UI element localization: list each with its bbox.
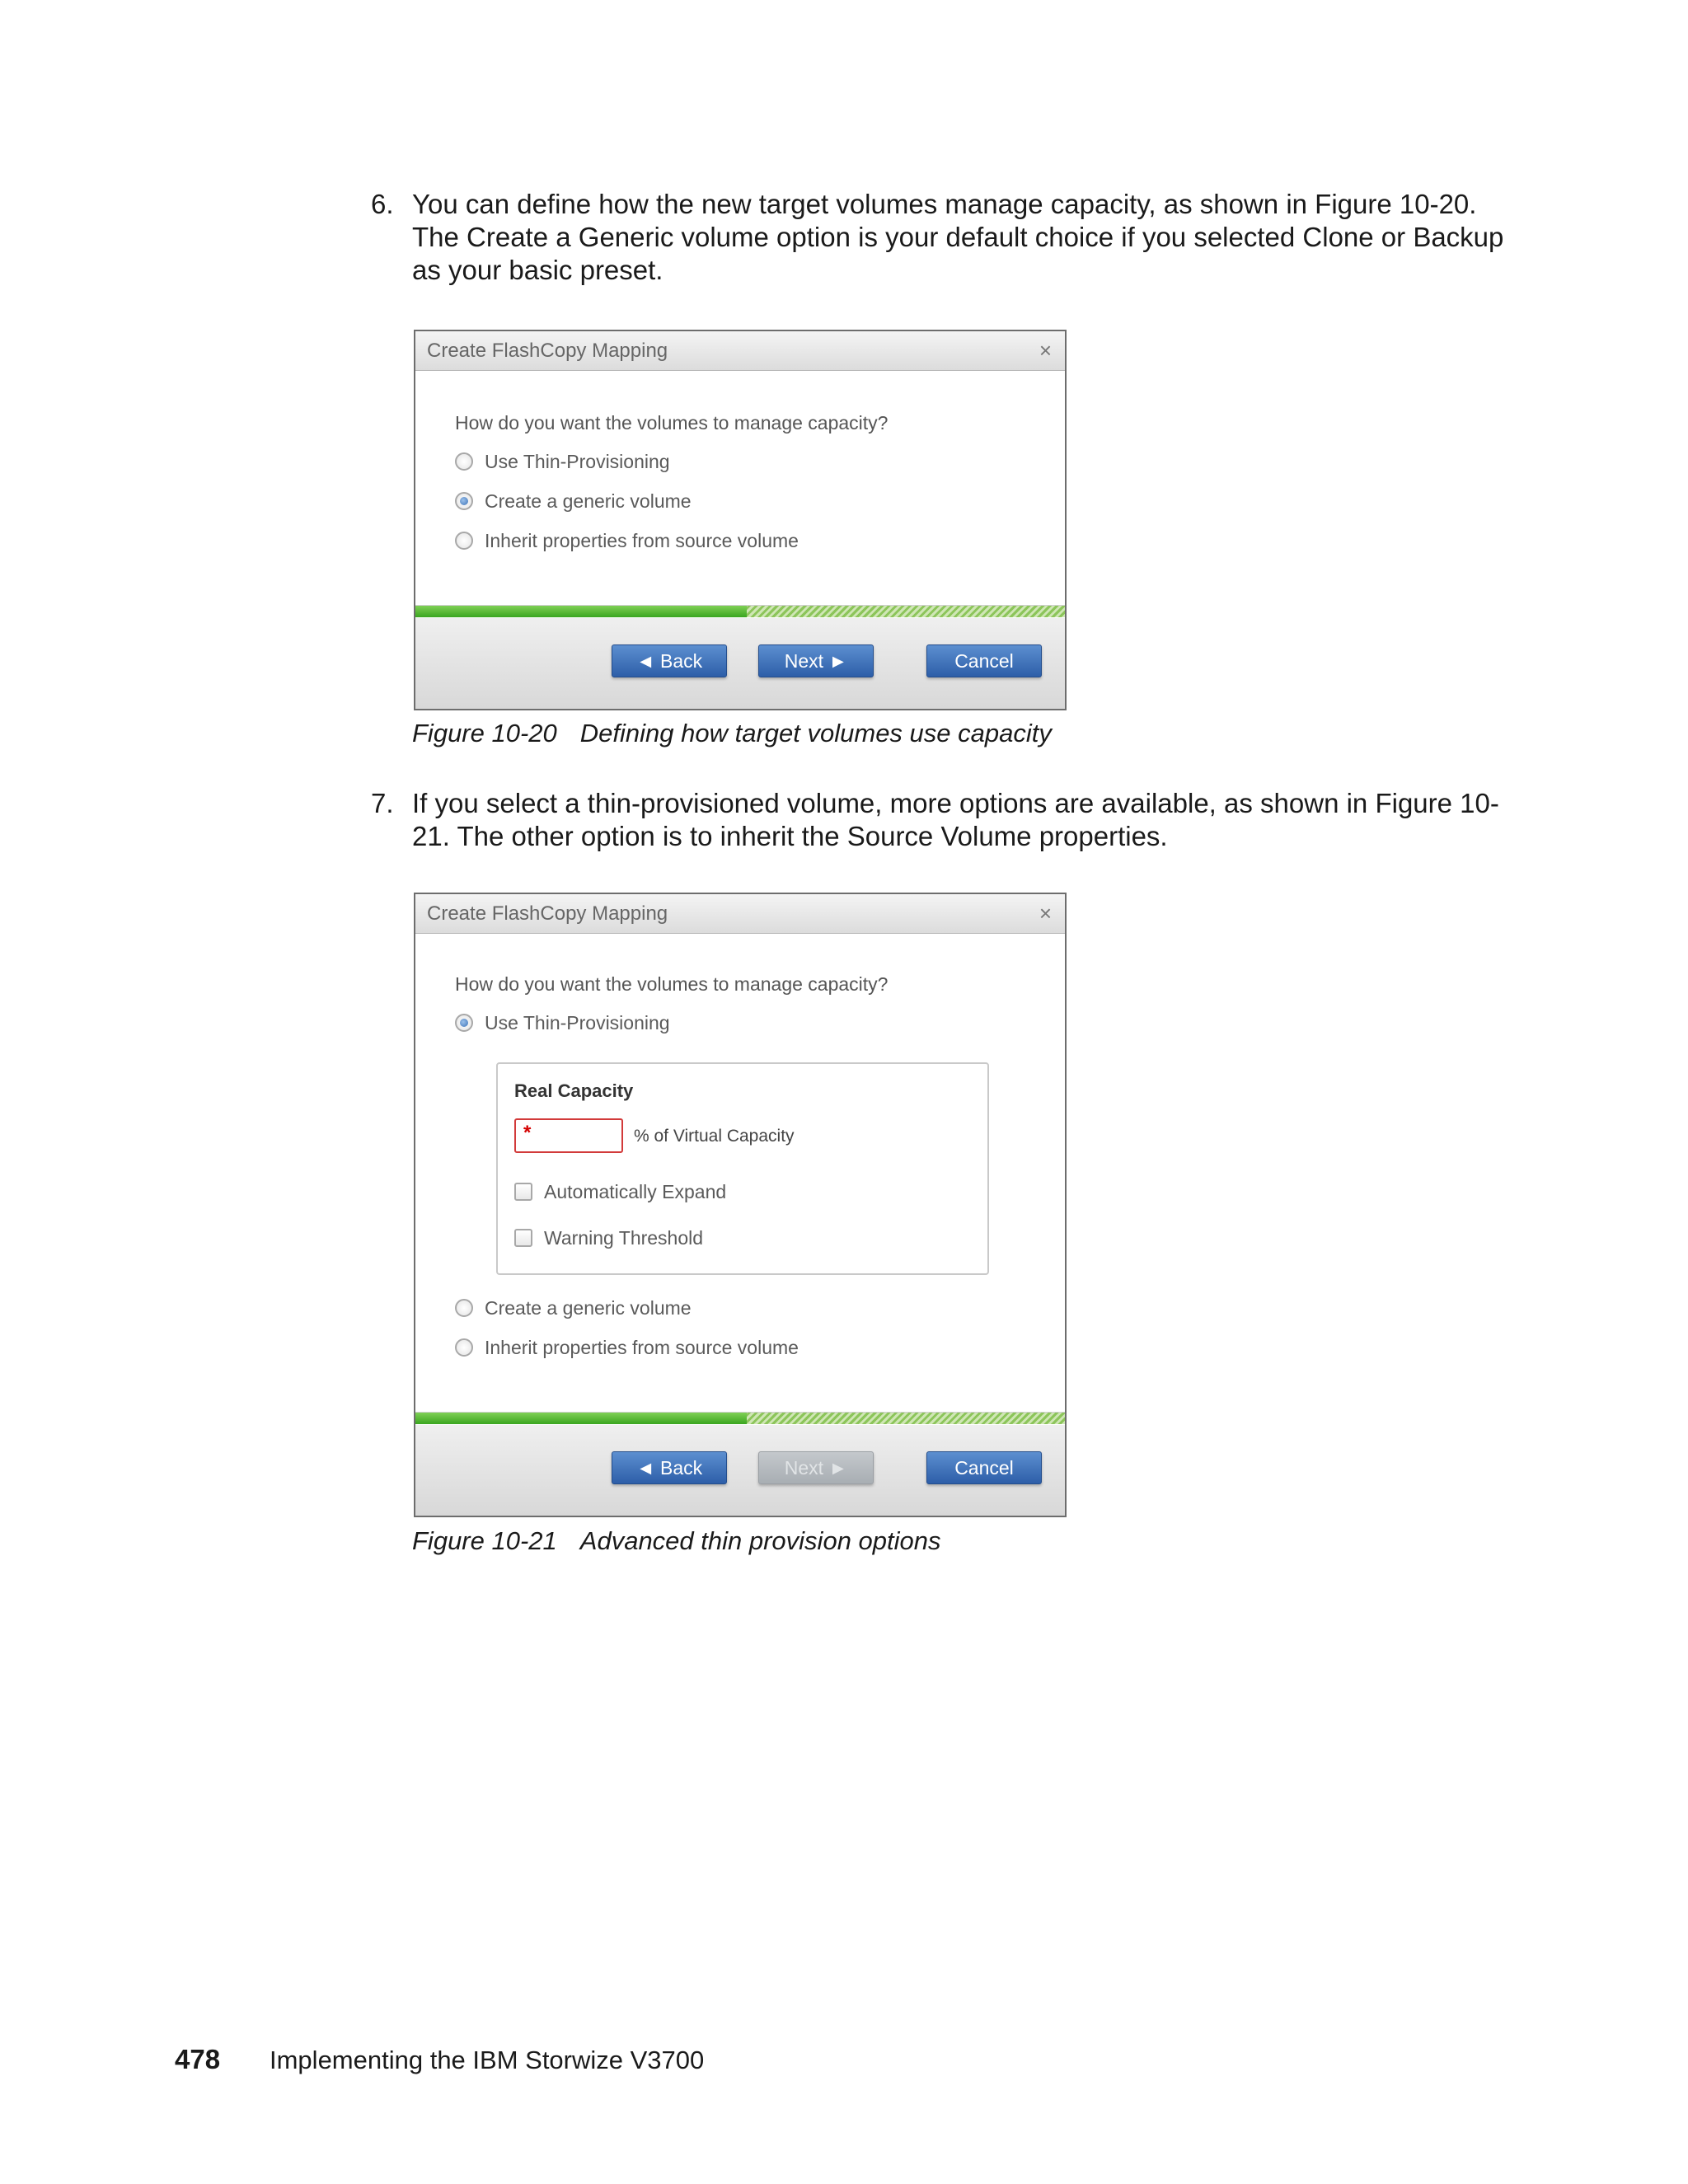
step-number: 6.: [371, 189, 394, 219]
dialog-title-bar: [415, 894, 1065, 934]
cancel-button[interactable]: Cancel: [926, 1451, 1042, 1484]
radio-icon[interactable]: [455, 1338, 473, 1357]
progress-fill: [415, 606, 747, 617]
option-label: Create a generic volume: [485, 1296, 692, 1319]
warning-threshold-label: Warning Threshold: [544, 1226, 704, 1249]
option-label: Inherit properties from source volume: [485, 1336, 799, 1358]
option-inherit-properties[interactable]: [455, 527, 799, 554]
option-label: Use Thin-Provisioning: [485, 450, 670, 472]
next-button[interactable]: Next ►: [758, 644, 874, 677]
radio-icon[interactable]: [455, 452, 473, 471]
option-generic-volume[interactable]: [455, 488, 692, 514]
option-label: Create a generic volume: [485, 490, 692, 512]
option-thin-provisioning[interactable]: [455, 448, 670, 475]
radio-selected-icon[interactable]: [455, 492, 473, 510]
page-number: 478: [175, 2044, 221, 2074]
required-marker: *: [523, 1122, 532, 1144]
warning-threshold-checkbox-row[interactable]: [514, 1226, 703, 1250]
figure-title: Defining how target volumes use capacity: [579, 719, 1052, 748]
step-number: 7.: [371, 788, 394, 818]
figure-label: Figure 10-21: [412, 1526, 557, 1555]
real-capacity-input[interactable]: [514, 1118, 623, 1153]
back-button[interactable]: ◄ Back: [612, 1451, 727, 1484]
capacity-question: How do you want the volumes to manage capacity?: [455, 412, 889, 434]
auto-expand-label: Automatically Expand: [544, 1180, 727, 1202]
capacity-unit-label: % of Virtual Capacity: [634, 1127, 795, 1146]
capacity-question: How do you want the volumes to manage capacity?: [455, 973, 889, 995]
radio-icon[interactable]: [455, 1299, 473, 1317]
dialog-title: Create FlashCopy Mapping: [427, 902, 668, 925]
auto-expand-checkbox[interactable]: [514, 1183, 532, 1201]
radio-icon[interactable]: [455, 532, 473, 550]
wizard-progress-bar: [415, 1412, 1065, 1424]
radio-selected-icon[interactable]: [455, 1014, 473, 1032]
real-capacity-group: [496, 1062, 989, 1275]
back-button[interactable]: ◄ Back: [612, 644, 727, 677]
dialog-footer: [415, 618, 1065, 709]
progress-fill: [415, 1413, 747, 1424]
dialog-title: Create FlashCopy Mapping: [427, 340, 668, 362]
cancel-button[interactable]: Cancel: [926, 644, 1042, 677]
step-text: You can define how the new target volumes manage capacity, as shown in Figure 10-20. The Create a Generic volume option is your default choice if you selected Clone or Backup as your basic preset.: [412, 189, 1504, 285]
figure-title: Advanced thin provision options: [579, 1526, 941, 1555]
figure-label: Figure 10-20: [412, 719, 557, 748]
flashcopy-dialog-capacity: [414, 330, 1067, 710]
option-inherit-properties[interactable]: [455, 1334, 799, 1361]
dialog-title-bar: [415, 331, 1065, 371]
real-capacity-title: Real Capacity: [514, 1080, 634, 1101]
next-button-disabled[interactable]: Next ►: [758, 1451, 874, 1484]
dialog-footer: [415, 1425, 1065, 1516]
auto-expand-checkbox-row[interactable]: [514, 1179, 726, 1204]
dialog-body: [415, 934, 1065, 1516]
option-generic-volume[interactable]: [455, 1295, 692, 1321]
running-title: Implementing the IBM Storwize V3700: [270, 2046, 705, 2074]
figure-caption-10-20: [412, 719, 1052, 748]
step-text: If you select a thin-provisioned volume, more options are available, as shown in Figure 10-21. The other option is to inherit the Source Volume properties.: [412, 788, 1499, 851]
option-label: Inherit properties from source volume: [485, 529, 799, 551]
close-icon[interactable]: ×: [1039, 901, 1052, 926]
dialog-body: [415, 371, 1065, 709]
warning-threshold-checkbox[interactable]: [514, 1229, 532, 1247]
wizard-progress-bar: [415, 605, 1065, 617]
close-icon[interactable]: ×: [1039, 338, 1052, 363]
option-label: Use Thin-Provisioning: [485, 1011, 670, 1033]
flashcopy-dialog-thin-provision: [414, 893, 1067, 1517]
figure-caption-10-21: [412, 1526, 941, 1556]
option-thin-provisioning[interactable]: [455, 1010, 670, 1036]
